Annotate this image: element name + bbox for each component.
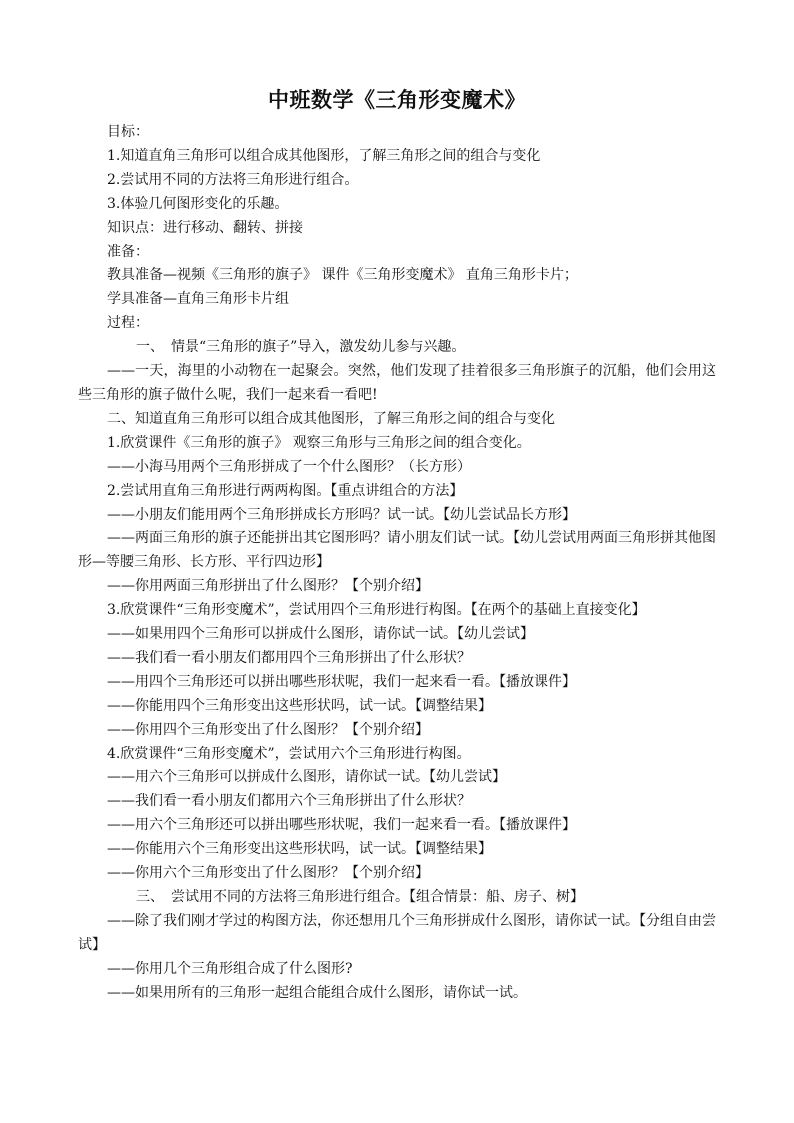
paragraph: ——用四个三角形还可以拼出哪些形状呢，我们一起来看一看。【播放课件】 (107, 673, 576, 690)
paragraph: ——我们看一看小朋友们都用四个三角形拼出了什么形状？ (107, 649, 471, 666)
paragraph: ——我们看一看小朋友们都用六个三角形拼出了什么形状？ (107, 793, 471, 810)
paragraph: 2.尝试用直角三角形进行两两构图。【重点讲组合的方法】 (107, 482, 464, 499)
paragraph: ——如果用四个三角形可以拼成什么图形，请你试一试。【幼儿尝试】 (107, 626, 534, 643)
paragraph: 4.欣赏课件“三角形变魔术”，尝试用六个三角形进行构图。 (107, 745, 471, 762)
paragraph: ——一天，海里的小动物在一起聚会。突然，他们发现了挂着很多三角形旗子的沉船，他们会用这些三角形的旗子做什么呢，我们一起来看一看吧! (78, 363, 716, 403)
paragraph: 二、知道直角三角形可以组合成其他图形，了解三角形之间的组合与变化 (107, 410, 555, 427)
paragraph: 2.尝试用不同的方法将三角形进行组合。 (107, 171, 359, 188)
paragraph: 知识点：进行移动、翻转、拼接 (107, 219, 303, 236)
paragraph: ——你用四个三角形变出了什么图形？【个别介绍】 (107, 721, 429, 738)
paragraph: 1.欣赏课件《三角形的旗子》 观察三角形与三角形之间的组合变化。 (107, 434, 531, 451)
paragraph: ——除了我们刚才学过的构图方法，你还想用几个三角形拼成什么图形，请你试一试。【分组自由尝试】 (78, 912, 716, 953)
paragraph: ——小朋友们能用两个三角形拼成长方形吗？试一试。【幼儿尝试品长方形】 (107, 506, 576, 523)
paragraph: 准备： (107, 243, 149, 260)
paragraph: ——你能用四个三角形变出这些形状吗，试一试。【调整结果】 (107, 697, 492, 714)
paragraph: 3.体验几何图形变化的乐趣。 (107, 195, 289, 212)
paragraph: 三、 尝试用不同的方法将三角形进行组合。【组合情景：船、房子、树】 (136, 889, 584, 905)
paragraph: 学具准备—直角三角形卡片组 (107, 291, 289, 308)
paragraph: 过程： (107, 315, 149, 332)
paragraph: 教具准备—视频《三角形的旗子》 课件《三角形变魔术》 直角三角形卡片； (107, 267, 578, 284)
paragraph: ——小海马用两个三角形拼成了一个什么图形？（长方形） (107, 458, 471, 475)
document-title: 中班数学《三角形变魔术》 (268, 88, 526, 112)
paragraph: ——你用几个三角形组合成了什么图形? (107, 960, 353, 977)
paragraph: 3.欣赏课件“三角形变魔术”，尝试用四个三角形进行构图。【在两个的基础上直接变化】 (107, 602, 646, 619)
paragraph: ——如果用所有的三角形一起组合能组合成什么图形，请你试一试。 (107, 984, 527, 1001)
paragraph: ——你用六个三角形变出了什么图形？【个别介绍】 (107, 865, 429, 882)
paragraph: ——你能用六个三角形变出这些形状吗，试一试。【调整结果】 (107, 841, 492, 858)
paragraph: 一、 情景“三角形的旗子”导入，激发幼儿参与兴趣。 (136, 339, 466, 356)
paragraph: ——你用两面三角形拼出了什么图形？【个别介绍】 (107, 578, 429, 595)
document-body (78, 121, 716, 1006)
paragraph: 1.知道直角三角形可以组合成其他图形，了解三角形之间的组合与变化 (107, 147, 541, 164)
paragraph: ——用六个三角形还可以拼出哪些形状呢，我们一起来看一看。【播放课件】 (107, 817, 576, 834)
paragraph: ——两面三角形的旗子还能拼出其它图形吗？请小朋友们试一试。【幼儿尝试用两面三角形拼其他图形—等腰三角形、长方形、平行四边形】 (78, 530, 716, 571)
paragraph: ——用六个三角形可以拼成什么图形，请你试一试。【幼儿尝试】 (107, 769, 506, 786)
paragraph: 目标： (107, 124, 149, 140)
